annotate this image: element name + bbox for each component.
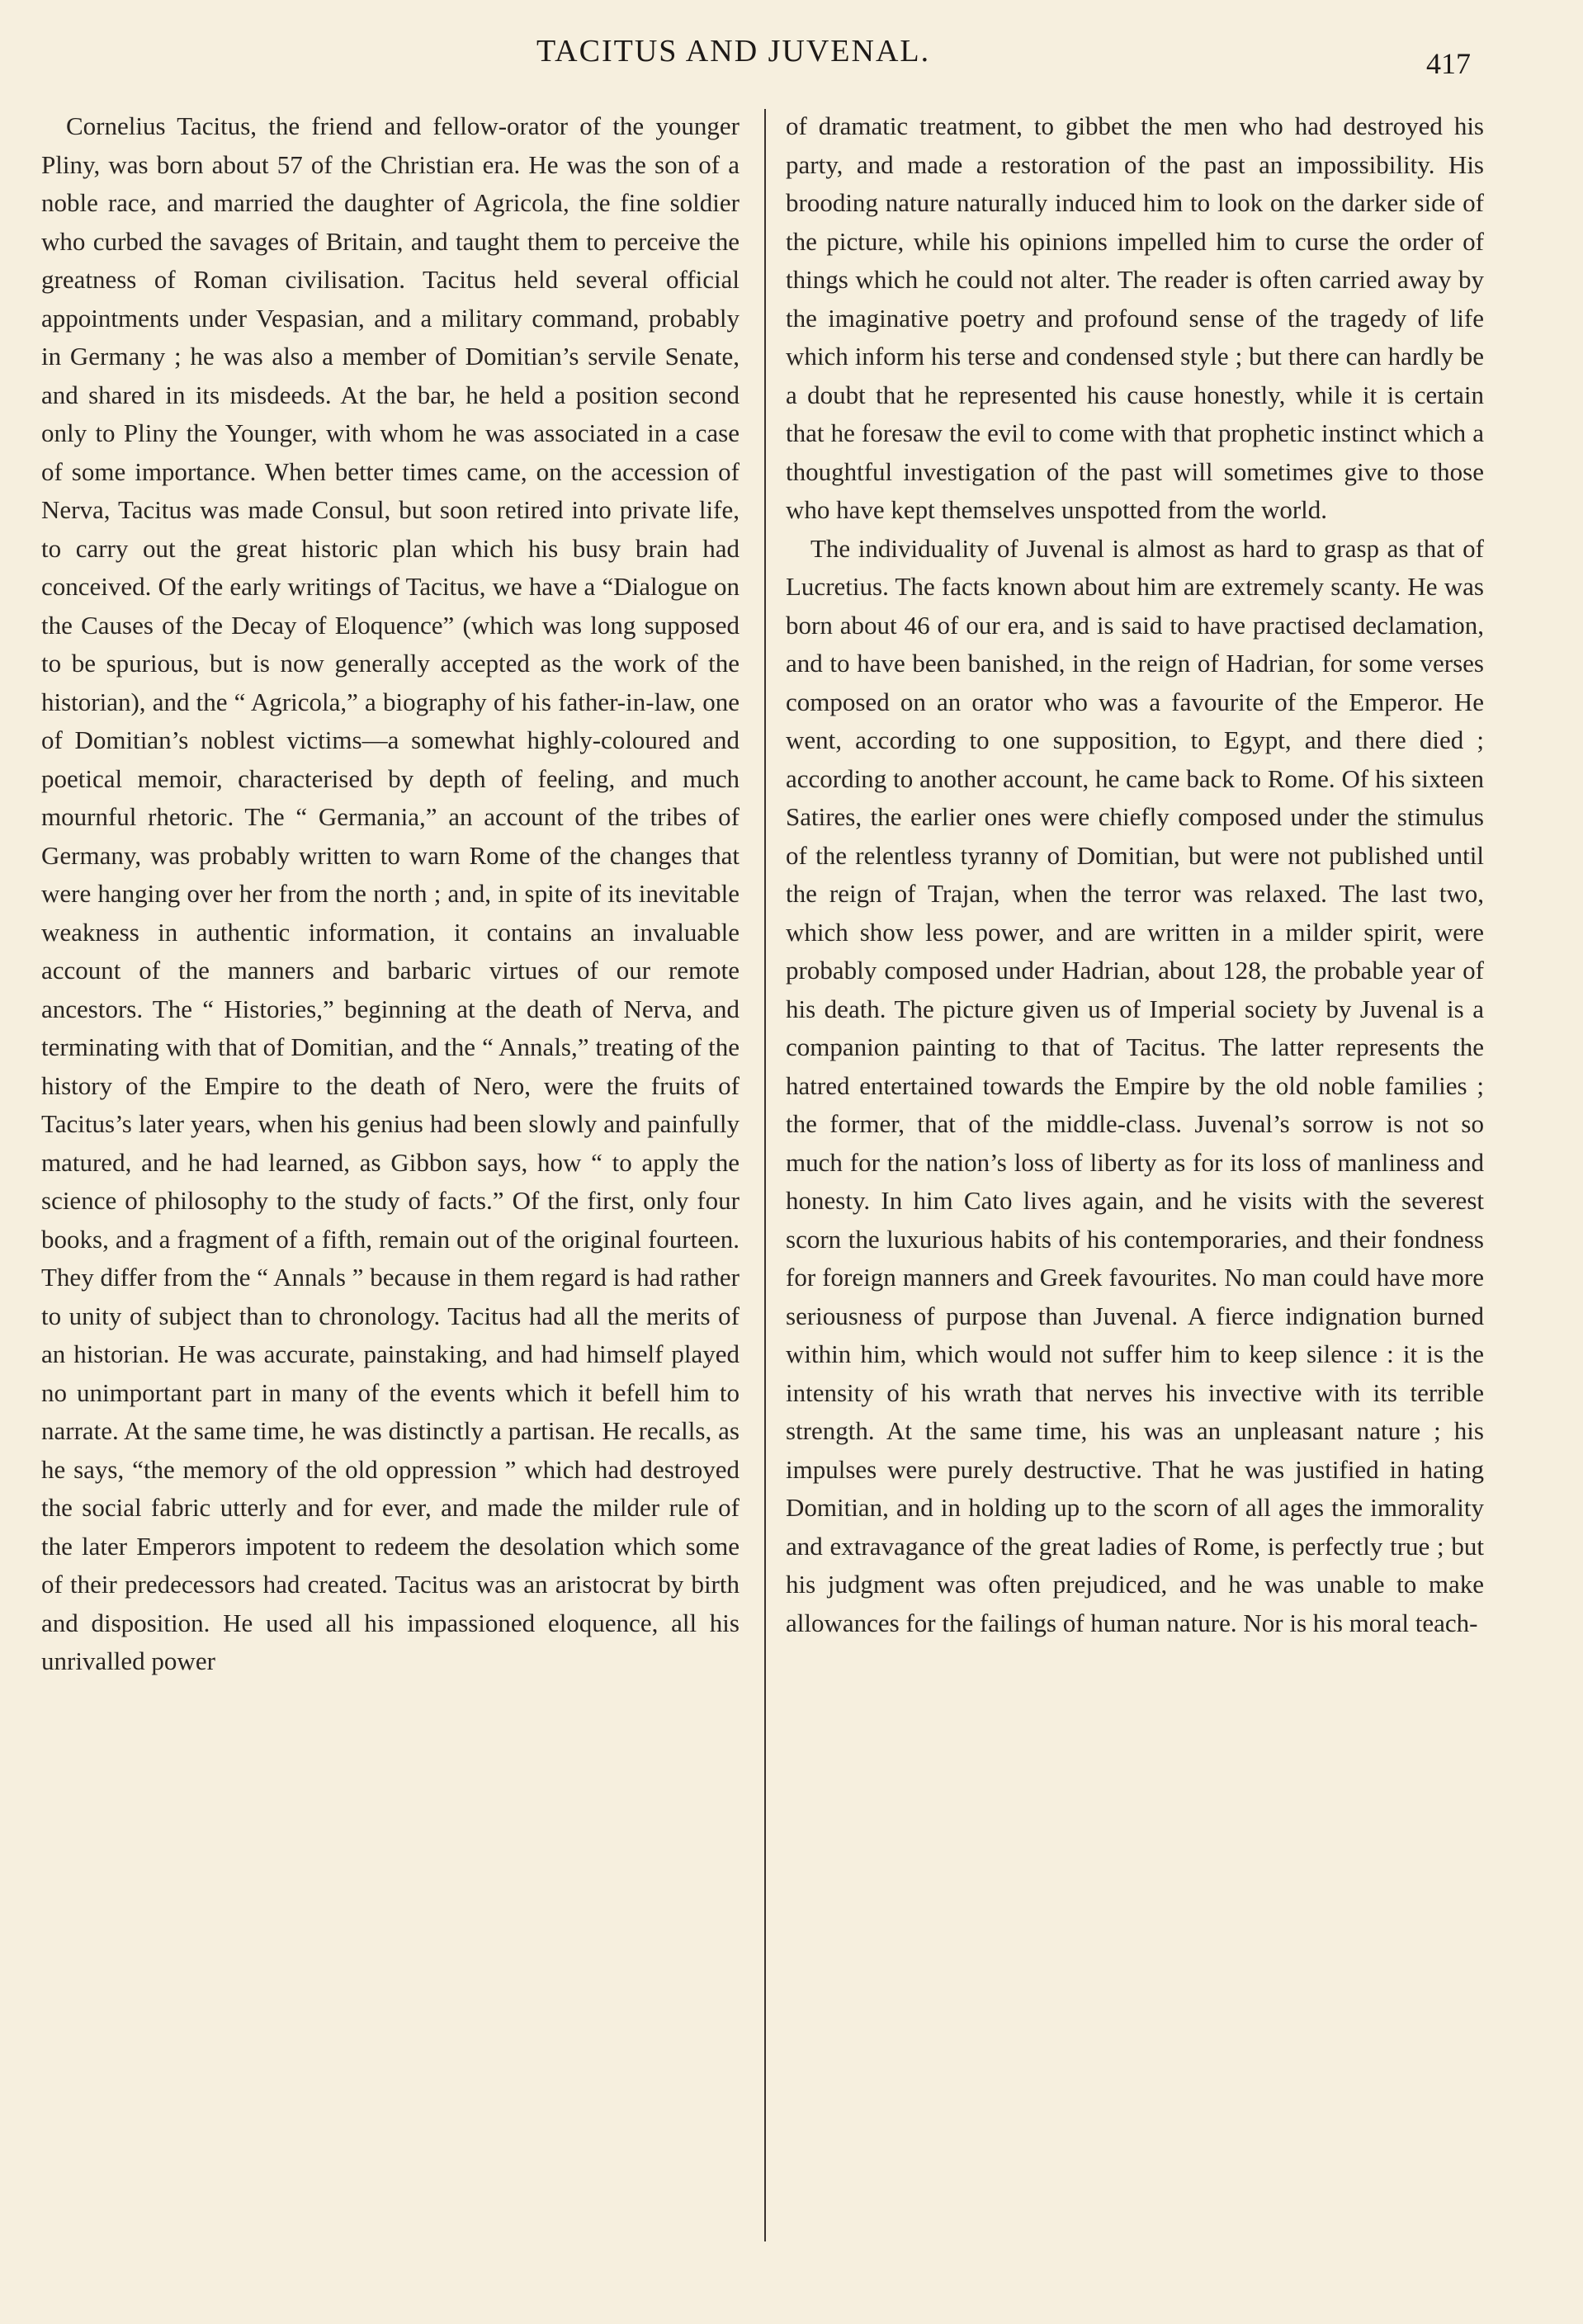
left-column-paragraph-1: Cornelius Tacitus, the friend and fellow-orator of the younger Pliny, was born about 57 of the Christian era. He was the son of a noble race, and married the daughter of Agricola, the fine soldier who curbed the savages of Britain, and taught them to perceive the greatness of Roman civilisation. Tacitus held several official appointments under Vespasian, and a military command, probably in Germany ; he was also a member of Domitian’s servile Senate, and shared in its misdeeds. At the bar, he held a position second only to Pliny the Younger, with whom he was associated in a case of some importance. When better times came, on the accession of Nerva, Tacitus was made Consul, but soon retired into private life, to carry out the great historic plan which his busy brain had conceived. Of the early writings of Tacitus, we have a “Dialogue on the Causes of the Decay of Eloquence” (which was long supposed to be spurious, but is now generally accepted as the work of the historian), and the “ Agricola,” a biography of his father-in-law, one of Domitian’s noblest victims—a somewhat highly-coloured and poetical memoir, characterised by depth of feeling, and much mournful rhetoric. The “ Germania,” an account of the tribes of Germany, was probably written to warn Rome of the changes that were hanging over her from the north ; and, in spite of its inevitable weakness in authentic information, it contains an invaluable account of the manners and barbaric virtues of our remote ancestors. The “ Histories,” beginning at the death of Nerva, and terminating with that of Domitian, and the “ Annals,” treating of the history of the Empire to the death of Nero, were the fruits of Tacitus’s later years, when his genius had been slowly and painfully matured, and he had learned, as Gibbon says, how “ to apply the science of philosophy to the study of facts.” Of the first, only four books, and a fragment of a fifth, remain out of the original fourteen. They differ from the “ Annals ” because in them regard is had rather to unity of subject than to chronology. Tacitus had all the merits of an historian. He was accurate, painstaking, and had himself played no unimportant part in many of the events which it befell him to narrate. At the same time, he was distinctly a partisan. He recalls, as he says, “the memory of the old oppression ” which had destroyed the social fabric utterly and for ever, and made the milder rule of the later Emperors impotent to redeem the desolation which some of their predecessors had created. Tacitus was an aristocrat by birth and disposition. He used all his impassioned eloquence, all his unrivalled power [41,111,740,1675]
right-column-paragraph-2: The individuality of Juvenal is almost as hard to grasp as that of Lucretius. The facts known about him are extremely scanty. He was born about 46 of our era, and is said to have practised declamation, and to have been banished, in the reign of Hadrian, for some verses composed on an orator who was a favourite of the Emperor. He went, according to one supposition, to Egypt, and there died ; according to another account, he came back to Rome. Of his sixteen Satires, the earlier ones were chiefly composed under the stimulus of the relentless tyranny of Domitian, but were not published until the reign of Trajan, when the terror was relaxed. The last two, which show less power, and are written in a milder spirit, were probably composed under Hadrian, about 128, the probable year of his death. The picture given us of Imperial society by Juvenal is a companion painting to that of Tacitus. The latter represents the hatred entertained towards the Empire by the old noble families ; the former, that of the middle-class. Juvenal’s sorrow is not so much for the nation’s loss of liberty as for its loss of manliness and honesty. In him Cato lives again, and he visits with the severest scorn the luxurious habits of his contemporaries, and their fondness for foreign manners and Greek favourites. No man could have more seriousness of purpose than Juvenal. A fierce indignation burned within him, which would not suffer him to keep silence : it is the intensity of his wrath that nerves his invective with its terrible strength. At the same time, his was an unpleasant nature ; his impulses were purely destructive. That he was justified in hating Domitian, and in holding up to the scorn of all ages the immorality and extravagance of the great ladies of Rome, is perfectly true ; but his judgment was often prejudiced, and he was unable to make allowances for the failings of human nature. Nor is his moral teach- [786,533,1484,1637]
column-divider [764,109,766,2241]
page-number: 417 [1426,47,1471,80]
right-column-paragraph-1: of dramatic treatment, to gibbet the men who had destroyed his party, and made a restoration of the past an impossibility. His brooding nature naturally induced him to look on the darker side of the picture, while his opinions impelled him to curse the order of things which he could not alter. The reader is often carried away by the imaginative poetry and profound sense of the tragedy of life which inform his terse and condensed style ; but there can hardly be a doubt that he represented his cause honestly, while it is certain that he foresaw the evil to come with that prophetic instinct which a thoughtful investigation of the past will sometimes give to those who have kept themselves unspotted from the world. [786,111,1484,524]
running-title: TACITUS AND JUVENAL. [536,34,931,68]
right-column [786,107,1484,1642]
left-column [41,107,740,1681]
running-head [0,33,1583,83]
